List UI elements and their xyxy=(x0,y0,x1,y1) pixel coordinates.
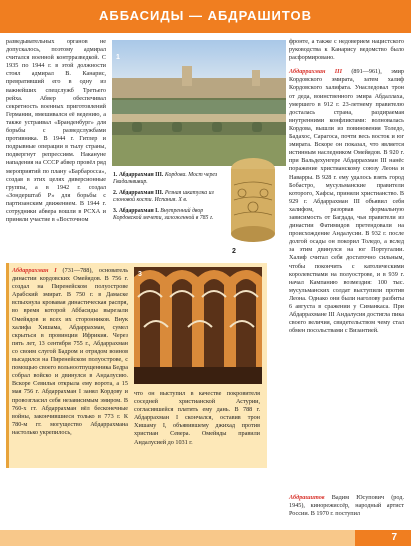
article-abdarrahman-i: Абдаррахман I (731—788), основатель династии кордовских Омейядов. В 756 г. создал на Пиренейском полуострове Арабский эмират. В 750 г. в Дамаске вспыхнула кровавая династическая распря, во время которой Аббасиды вырезали Омейядов и всех их сторонников. Внук халифа Хишама, Абдаррахман, сумел скрыться в провинции Ифрикия. Через пять лет, 13 сентября 755 г., Абдаррахман со своим слугой Бадром и отрядом воинов высадился на Пиренейском полуострове, с помощью своего вольноотпущенника Бедра собрал войско и двинулся в Андалусию. Вскоре Севилья открыла ему ворота, а 15 мая 756 г. Абдаррахман I занял Кордову и провозгласил себя независимым эмиром. В 760-х гг. Абдаррахман вёл бесконечные войны, закончившиеся только в 773 г. К 780-м гг. могущество Абдаррахмана настолько укрепилось, xyxy=(12,267,129,436)
headword-abdarrahman-iii: Абдаррахман III xyxy=(289,68,342,76)
caption-3: 3. Абдаррахман I. Внутренний двор Кордовской мечети, заложенной в 785 г. xyxy=(113,207,214,222)
abver-continuation: разведывательных органов не допускалось, поэтому адмирал считался военной контрразведкой. С 1935 по 1944 г. в этой должности стоял адмирал В. Канарис, превративший его в одну из важнейших спецслужб Третьего рейха. Абвер обеспечивал секретность военных приготовлений Германии, вмешивался её ведению, а также устраивал «Бранденбург» для борьбы с разведслужбами противника. В 1944 г. Гитлер и подрывные операции в тылу страны, подвергнут репрессиям. Накануне нападения на СССР абвер провёл ряд мероприятий по плану «Барбаросса», создав в этих целях диверсионные группы, а в 1942 г. создал «Зондерштаб Р» для борьбы с партизанским движением. В 1944 г. сотрудники абвера вошли в РСХА и приняли участие в «Восточном xyxy=(6,38,106,224)
photo-ivory-casket xyxy=(222,155,284,250)
page-title: АББАСИДЫ — АБДРАШИТОВ xyxy=(98,8,313,23)
footer-tab xyxy=(355,530,411,546)
article-abdrashitov: Абдрашитов Вадим Юсупович (род. 1945), кинорежиссёр, народный артист России. В 1970 г. поступил xyxy=(289,494,405,518)
photo-number-3: 3 xyxy=(138,271,142,278)
page-number: 7 xyxy=(391,532,397,543)
abver-end: фронте, а также с недоверием нацистского руководства к Канарису ведомство было расформировано. xyxy=(289,38,404,62)
article-abdarrahman-iii: Абдаррахман III (891—961), эмир Кордовского эмирата, затем халиф Кордовского халифата. Унаследовал трон от деда, воинственного эмира Абдаллаха, умершего в 912 г. 23-летнему правителю досталась страна, раздираемая внутренними конфликтами: волновалась Кордова, вышли из повиновения Толедо, Бадахос, Сарагоса, почти весь восток и юг эмирата. Вскоре он показал, что является истинным наследником Омейядов. В 920 г. при Вальдехунгере Абдаррахман III нанёс поражение христианскому союзу Леона и Наварры. В 928 г. ему удалось взять город Бобастро, мусульманские правители которого, Хафсы, приняли христианство. В 929 г. Абдаррахман III объявил себя халифом, разорвав формальную зависимость от Багдада, чья правители из династии Фатимидов претендовали на происхождение Андалусии. В 932 г. после долгой осады он покорил Толедо, а вслед за этим двинулся на юг Португалии. Халиф считал себя достаточно сильным, чтобы покончить с католическими королевствами на полуострове, и в 939 г. начал Кампанию возмездия: 100 тыс. мусульманских солдат выступили против Леона. Однако они были наголову разбиты 6 августа в сражении у Симанкаса. При Абдаррахмане III Андалусия достигла пика своего величия, свидетельством чему стал обмен посольствами с Византией. xyxy=(289,68,405,335)
column-left-text xyxy=(6,38,106,224)
headword-abdarrahman-i: Абдаррахман I xyxy=(12,267,57,274)
photo-number-2: 2 xyxy=(232,248,236,255)
bridge-illustration xyxy=(112,40,286,166)
caption-2: 2. Абдаррахман III. Резная шкатулка из слоновой кости. Испания. X в. xyxy=(113,189,214,204)
page-header xyxy=(0,0,411,33)
casket-illustration xyxy=(222,155,284,250)
article-abdarrahman-i-continued: что он выступил в качестве покровителя соседней христианской Астурии, согласившейся платить ему дань. В 788 г. Абдаррахман I скончался, оставив трон Хишаму I, объявившему джихад против христиан Севера. Омейяды правили Андалусией до 1031 г. xyxy=(134,390,260,446)
caption-1: 1. Абдаррахман III. Кордова. Мост через Гвадалквивир. xyxy=(113,172,218,186)
headword-abdrashitov: Абдрашитов xyxy=(289,494,325,501)
column-right-text xyxy=(289,38,404,335)
footer-band xyxy=(0,530,411,546)
figure-captions xyxy=(113,172,221,225)
photo-mosque-interior xyxy=(134,267,262,384)
photo-number-1: 1 xyxy=(116,54,120,61)
photo-cordoba-bridge xyxy=(112,40,286,166)
mosque-illustration xyxy=(134,267,262,384)
